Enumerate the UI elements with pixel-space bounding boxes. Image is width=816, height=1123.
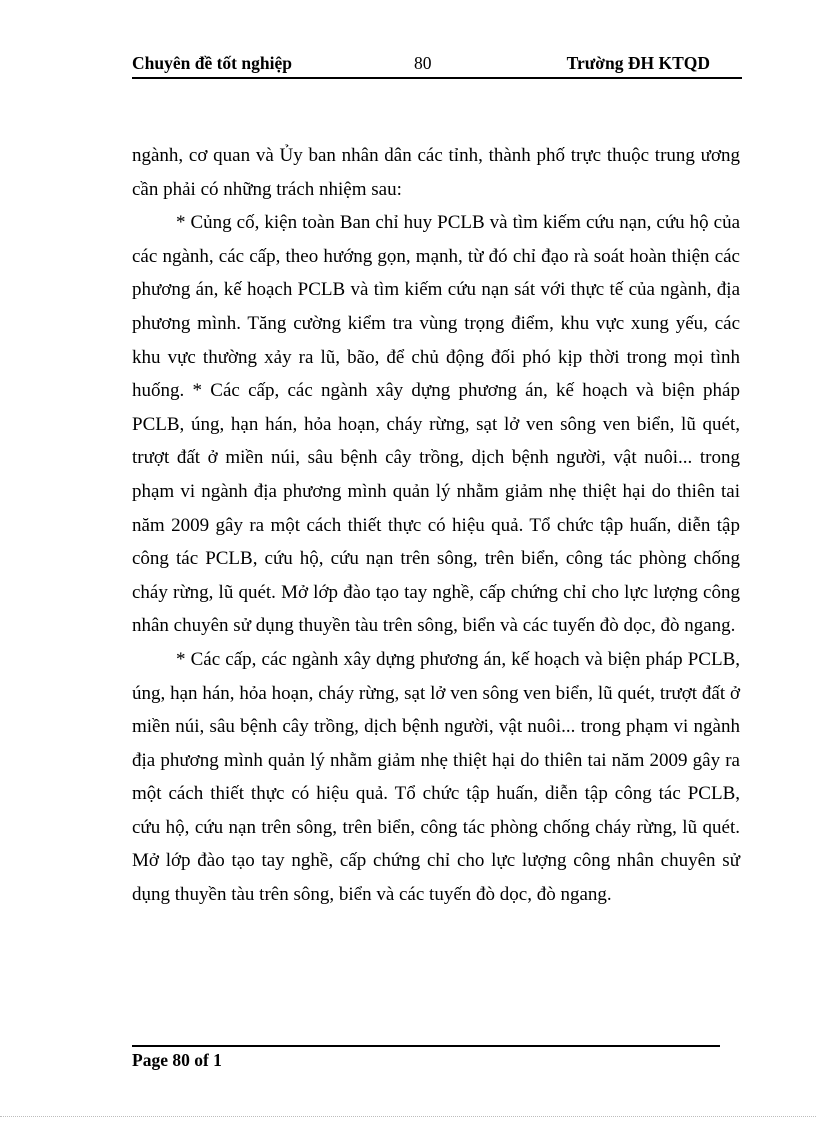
page-header <box>132 53 742 79</box>
page-edge-divider <box>0 1116 816 1117</box>
document-body <box>132 139 740 912</box>
header-university: Trường ĐH KTQD <box>566 53 710 73</box>
paragraph-consolidation: * Củng cố, kiện toàn Ban chỉ huy PCLB và tìm kiếm cứu nạn, cứu hộ của các ngành, các cấp, theo hướng gọn, mạnh, từ đó chỉ đạo rà soát hoàn thiện các phương án, kế hoạch PCLB và tìm kiếm cứu nạn sát với thực tế của ngành, địa phương mình. Tăng cường kiểm tra vùng trọng điểm, khu vực xung yếu, các khu vực thường xảy ra lũ, bão, để chủ động đối phó kịp thời trong mọi tình huống. * Các cấp, các ngành xây dựng phương án, kế hoạch và biện pháp PCLB, úng, hạn hán, hỏa hoạn, cháy rừng, sạt lở ven sông ven biển, lũ quét, trượt đất ở miền núi, sâu bệnh cây trồng, dịch bệnh người, vật nuôi... trong phạm vi ngành địa phương mình quản lý nhằm giảm nhẹ thiệt hại do thiên tai năm 2009 gây ra một cách thiết thực có hiệu quả. Tổ chức tập huấn, diễn tập công tác PCLB, cứu hộ, cứu nạn trên sông, trên biển, công tác phòng chống cháy rừng, lũ quét. Mở lớp đào tạo tay nghề, cấp chứng chỉ cho lực lượng công nhân chuyên sử dụng thuyền tàu trên sông, biển và các tuyến đò dọc, đò ngang. <box>132 212 740 637</box>
paragraph-continuation: ngành, cơ quan và Ủy ban nhân dân các tỉnh, thành phố trực thuộc trung ương cần phải có những trách nhiệm sau: <box>132 145 740 200</box>
page-footer: Page 80 of 1 <box>132 1050 222 1070</box>
footer-divider <box>132 1045 720 1047</box>
header-thesis-title: Chuyên đề tốt nghiệp <box>132 53 292 73</box>
header-page-number: 80 <box>414 53 432 73</box>
paragraph-plans: * Các cấp, các ngành xây dựng phương án, kế hoạch và biện pháp PCLB, úng, hạn hán, hỏa hoạn, cháy rừng, sạt lở ven sông ven biển, lũ quét, trượt đất ở miền núi, sâu bệnh cây trồng, dịch bệnh người, vật nuôi... trong phạm vi ngành địa phương mình quản lý nhằm giảm nhẹ thiệt hại do thiên tai năm 2009 gây ra một cách thiết thực có hiệu quả. Tổ chức tập huấn, diễn tập công tác PCLB, cứu hộ, cứu nạn trên sông, trên biển, công tác phòng chống cháy rừng, lũ quét. Mở lớp đào tạo tay nghề, cấp chứng chỉ cho lực lượng công nhân chuyên sử dụng thuyền tàu trên sông, biển và các tuyến đò dọc, đò ngang. <box>132 648 740 906</box>
